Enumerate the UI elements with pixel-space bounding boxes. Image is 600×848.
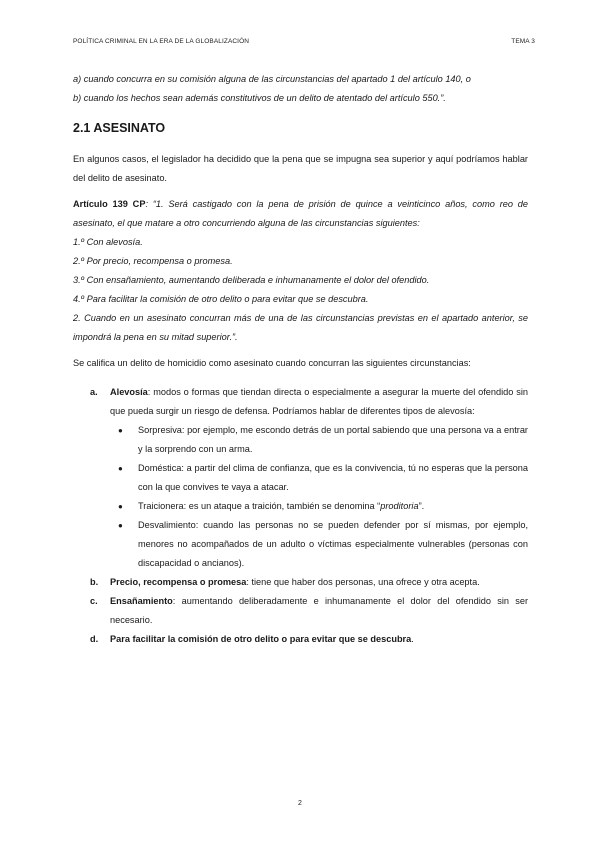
- list-marker: b.: [90, 577, 99, 587]
- list-marker: a.: [90, 387, 98, 397]
- bullet-icon: ●: [118, 426, 123, 435]
- text-alevosia: : modos o formas que tiendan directa o especialmente a asegurar la muerte del ofendido sin que pueda surgir un riesgo de defensa. Podríamos hablar de diferentes tipos de alevosía:: [110, 387, 528, 416]
- header-title: POLÍTICA CRIMINAL EN LA ERA DE LA GLOBALIZACIÓN: [73, 38, 250, 45]
- article-item: 4.º Para facilitar la comisión de otro delito o para evitar que se descubra.: [73, 294, 369, 304]
- article-label: Artículo 139 CP: [73, 199, 146, 209]
- list-item-ensanamiento: [73, 592, 528, 630]
- list-item-alevosia: [73, 383, 528, 573]
- bullet-icon: ●: [118, 502, 123, 511]
- list-item: ● Sorpresiva: por ejemplo, me escondo detrás de un portal sabiendo que una persona va a entrar y la sorprendo con un arma.: [110, 421, 528, 459]
- article-item: 2. Cuando en un asesinato concurran más de una de las circunstancias previstas en el apartado anterior, se impondrá la pena en su mitad superior.”.: [73, 313, 528, 342]
- paragraph-intro: En algunos casos, el legislador ha decidido que la pena que se impugna sea superior y aquí podríamos hablar del delito de asesinato.: [73, 154, 528, 183]
- list-item: ● Doméstica: a partir del clima de confianza, que es la convivencia, tú no esperas que la persona con la que convives te vaya a atacar.: [110, 459, 528, 497]
- bullet-icon: ●: [118, 521, 123, 530]
- text-facilitar: .: [411, 634, 414, 644]
- term-alevosia: Alevosía: [110, 387, 148, 397]
- intro-line-b: b) cuando los hechos sean además constitutivos de un delito de atentado del artículo 550.”.: [73, 93, 446, 103]
- bullet-icon: ●: [118, 464, 123, 473]
- section-title: 2.1 ASESINATO: [73, 121, 166, 135]
- header-chapter: TEMA 3: [511, 38, 535, 45]
- alevosia-types: [110, 421, 528, 573]
- article-item: 3.º Con ensañamiento, aumentando deliberada e inhumanamente el dolor del ofendido.: [73, 275, 430, 285]
- list-marker: c.: [90, 596, 98, 606]
- text-ensanamiento: : aumentando deliberadamente e inhumanamente el dolor del ofendido sin ser necesario.: [110, 596, 528, 625]
- intro-line-a: a) cuando concurra en su comisión alguna de las circunstancias del apartado 1 del artículo 140, o: [73, 74, 471, 84]
- article-lead: : “1. Será castigado con la pena de prisión de quince a veinticinco años, como reo de asesinato, el que matare a otro concurriendo alguna de las circunstancias siguientes:: [73, 199, 529, 228]
- page-header: [73, 38, 535, 45]
- term-precio: Precio, recompensa o promesa: [110, 577, 247, 587]
- list-item: ● Desvalimiento: cuando las personas no se pueden defender por sí mismas, por ejemplo, menores no acompañados de un adulto o víctimas especialmente vulnerables (personas con discapacidad o ancianos).: [110, 516, 528, 573]
- page-number: 2: [298, 800, 302, 807]
- list-item-precio: [73, 573, 528, 592]
- paragraph-circumstances: Se califica un delito de homicidio como asesinato cuando concurran las siguientes circunstancias:: [73, 358, 471, 368]
- list-marker: d.: [90, 634, 99, 644]
- term-ensanamiento: Ensañamiento: [110, 596, 173, 606]
- article-quote: [73, 195, 528, 347]
- text-precio: : tiene que haber dos personas, una ofrece y otra acepta.: [246, 577, 480, 587]
- circumstances-list: [73, 383, 528, 649]
- list-item-facilitar: [73, 630, 528, 649]
- list-item: ● Traicionera: es un ataque a traición, también se denomina “proditoria”.: [110, 497, 528, 516]
- article-item: 2.º Por precio, recompensa o promesa.: [73, 256, 233, 266]
- article-item: 1.º Con alevosía.: [73, 237, 143, 247]
- document-body: [73, 70, 528, 649]
- term-facilitar: Para facilitar la comisión de otro delito o para evitar que se descubra: [110, 634, 412, 644]
